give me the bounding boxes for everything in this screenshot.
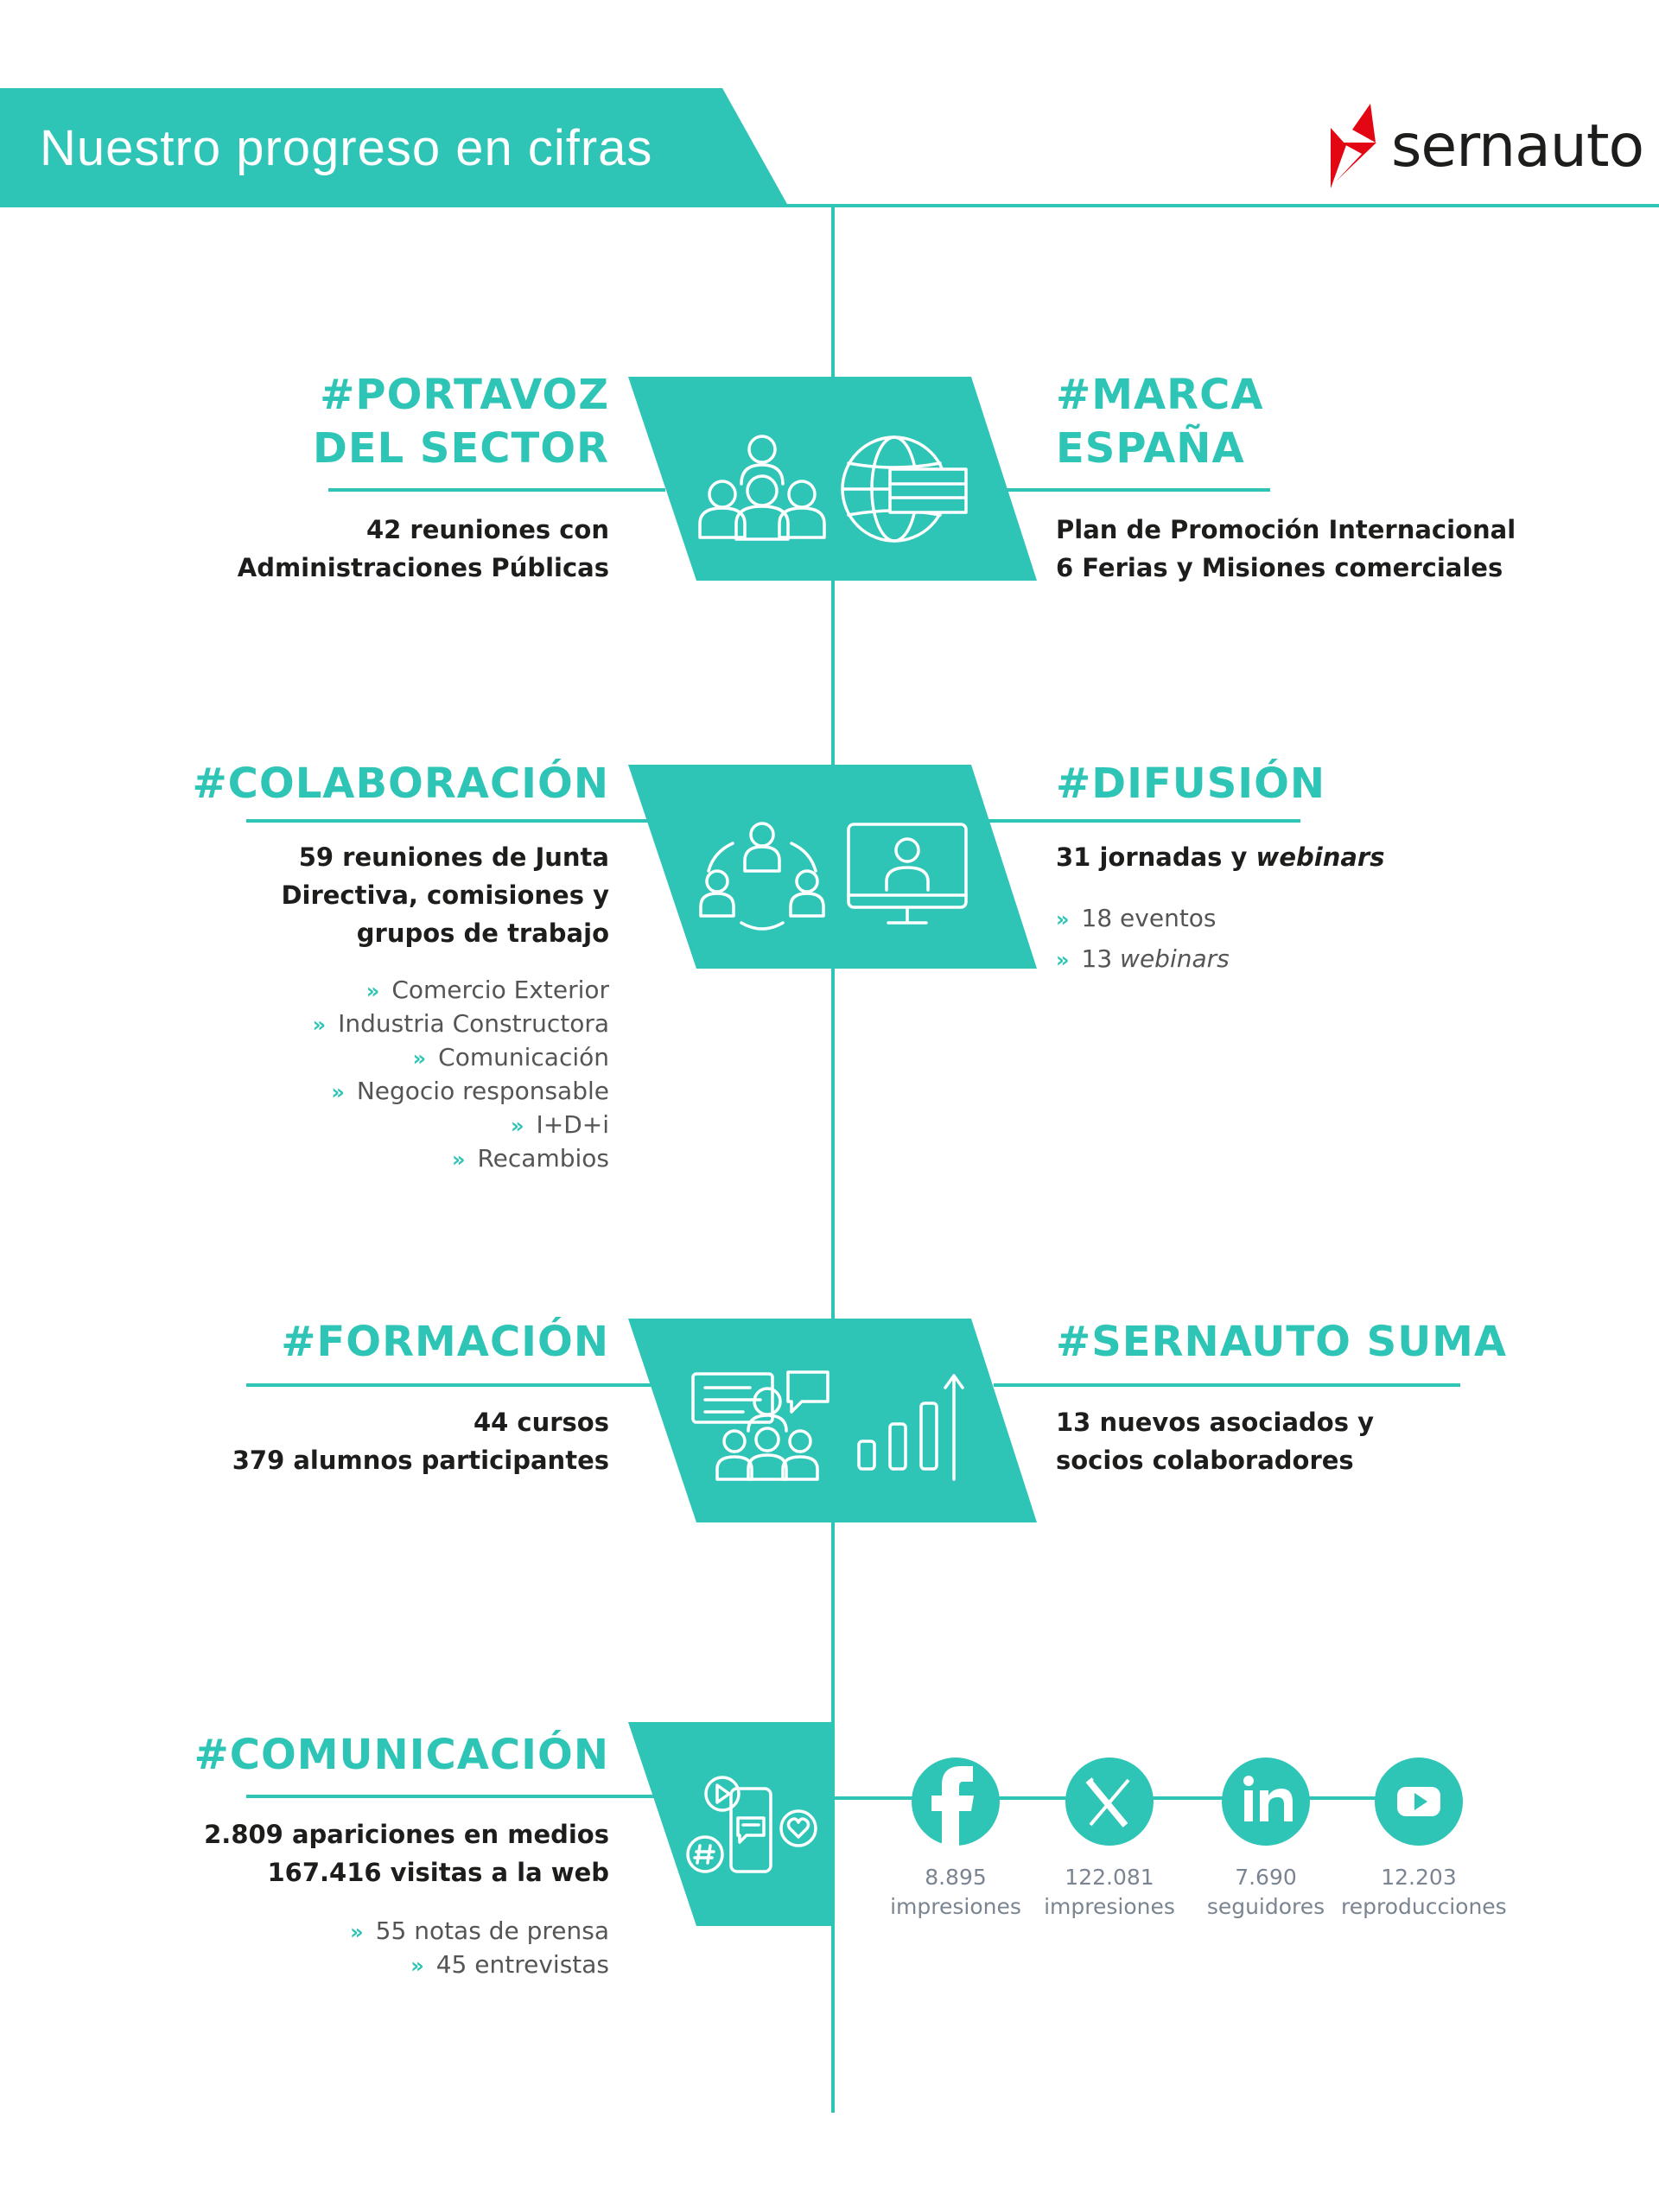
stat-portavoz-line-2: Administraciones Públicas	[237, 553, 609, 582]
stat-marca	[1056, 511, 1516, 587]
heading-suma-text: #SERNAUTO SUMA	[1056, 1318, 1508, 1366]
social-stat-x	[1036, 1863, 1183, 1922]
social-value: 7.690	[1235, 1865, 1297, 1890]
heading-portavoz-line-1: #PORTAVOZ	[320, 371, 609, 419]
heading-difusion	[1056, 757, 1325, 810]
social-stat-youtube	[1341, 1863, 1507, 1922]
list-item: » I+D+i	[510, 1110, 609, 1139]
list-item: » Negocio responsable	[331, 1077, 609, 1105]
stat-colaboracion	[281, 838, 609, 952]
list-item: » Comunicación	[412, 1043, 609, 1071]
heading-colaboracion	[192, 757, 609, 810]
tile-portavoz	[628, 377, 831, 581]
stat-suma-line-2: socios colaboradores	[1056, 1446, 1354, 1475]
stat-comunicacion-line-1: 2.809 apariciones en medios	[204, 1820, 609, 1849]
stat-difusion	[1056, 838, 1384, 876]
sernauto-logo-wordmark: sernauto	[1391, 112, 1644, 181]
heading-suma	[1056, 1315, 1507, 1369]
tile-formacion	[628, 1319, 831, 1522]
stat-difusion-line-1: 31 jornadas y webinars	[1056, 842, 1385, 872]
heading-formacion-text: #FORMACIÓN	[281, 1318, 609, 1366]
list-comunicacion	[350, 1915, 609, 1982]
social-label: impresiones	[890, 1894, 1021, 1919]
heading-marca-line-1: #MARCA	[1056, 371, 1264, 419]
list-item: » Recambios	[451, 1144, 609, 1173]
list-item: » 45 entrevistas	[410, 1950, 609, 1979]
stat-suma-line-1: 13 nuevos asociados y	[1056, 1408, 1374, 1437]
stat-colaboracion-line-1: 59 reuniones de Junta	[298, 842, 609, 872]
list-item: » Industria Constructora	[312, 1009, 609, 1038]
stat-formacion	[232, 1403, 609, 1479]
stat-marca-line-1: Plan de Promoción Internacional	[1056, 515, 1516, 544]
stat-marca-line-2: 6 Ferias y Misiones comerciales	[1056, 553, 1503, 582]
tile-colaboracion	[628, 765, 831, 969]
tile-difusion	[835, 765, 1037, 969]
stat-colaboracion-line-2: Directiva, comisiones y	[281, 880, 609, 910]
social-value: 12.203	[1381, 1865, 1457, 1890]
stat-formacion-line-1: 44 cursos	[473, 1408, 609, 1437]
stat-colaboracion-line-3: grupos de trabajo	[356, 918, 609, 948]
youtube-icon	[1397, 1787, 1440, 1816]
list-item: » Comercio Exterior	[365, 976, 609, 1004]
heading-portavoz-line-2: DEL SECTOR	[312, 424, 609, 473]
stat-comunicacion	[204, 1815, 609, 1891]
heading-comunicacion	[194, 1728, 609, 1782]
heading-formacion	[281, 1315, 609, 1369]
sernauto-logo-icon	[1331, 104, 1376, 188]
heading-colaboracion-text: #COLABORACIÓN	[192, 760, 609, 808]
social-label: reproducciones	[1341, 1894, 1507, 1919]
stat-portavoz-line-1: 42 reuniones con	[365, 515, 609, 544]
heading-difusion-text: #DIFUSIÓN	[1056, 760, 1326, 808]
list-difusion	[1056, 899, 1230, 980]
social-value: 122.081	[1065, 1865, 1154, 1890]
list-item: » 13 webinars	[1056, 944, 1230, 973]
heading-comunicacion-text: #COMUNICACIÓN	[194, 1731, 609, 1779]
list-item: » 18 eventos	[1056, 904, 1217, 932]
social-stat-facebook	[882, 1863, 1029, 1922]
stat-suma	[1056, 1403, 1374, 1479]
list-item: » 55 notas de prensa	[350, 1916, 609, 1945]
stat-portavoz	[238, 511, 609, 587]
heading-marca	[1056, 368, 1263, 475]
list-colaboracion	[313, 974, 609, 1176]
social-value: 8.895	[925, 1865, 987, 1890]
social-label: seguidores	[1206, 1894, 1325, 1919]
heading-portavoz	[313, 368, 609, 475]
heading-marca-line-2: ESPAÑA	[1056, 424, 1245, 473]
social-label: impresiones	[1044, 1894, 1175, 1919]
social-stat-linkedin	[1192, 1863, 1339, 1922]
page-title: Nuestro progreso en cifras	[40, 120, 653, 176]
stat-formacion-line-2: 379 alumnos participantes	[232, 1446, 609, 1475]
stat-comunicacion-line-2: 167.416 visitas a la web	[267, 1858, 609, 1887]
